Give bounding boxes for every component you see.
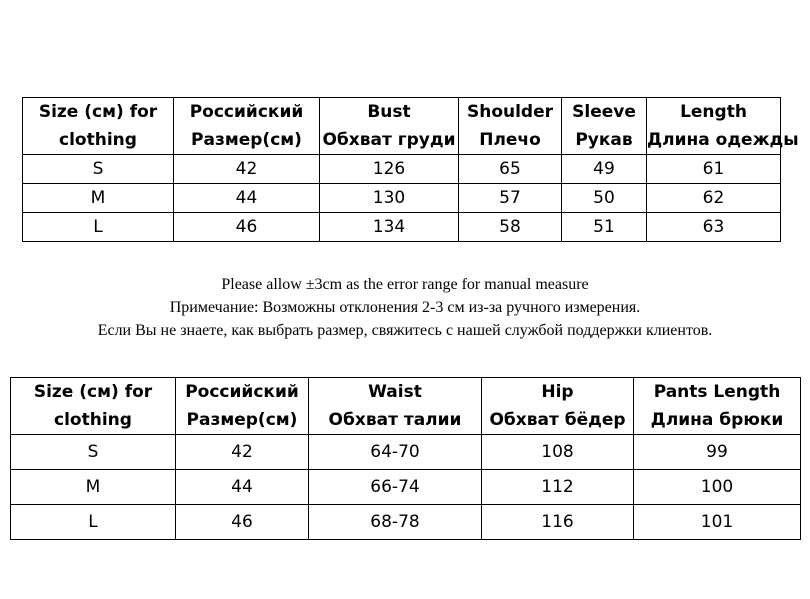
table-cell: 46 bbox=[174, 213, 320, 242]
table-cell: 134 bbox=[320, 213, 459, 242]
table-header-row bbox=[11, 378, 801, 435]
table-cell: 42 bbox=[174, 155, 320, 184]
measurement-notes bbox=[0, 273, 810, 342]
table-cell: 62 bbox=[647, 184, 781, 213]
table-cell: 100 bbox=[634, 470, 801, 505]
table-cell: M bbox=[11, 470, 176, 505]
header-size: Size (см) for clothing bbox=[11, 378, 176, 435]
header-russian-size: Российский Размер(см) bbox=[176, 378, 309, 435]
table-cell: 66-74 bbox=[309, 470, 482, 505]
table-row bbox=[23, 213, 781, 242]
header-hip: Hip Обхват бёдер bbox=[482, 378, 634, 435]
table-row bbox=[11, 505, 801, 540]
table-cell: 42 bbox=[176, 435, 309, 470]
header-pants-length: Pants Length Длина брюки bbox=[634, 378, 801, 435]
table-row bbox=[11, 435, 801, 470]
table-cell: 130 bbox=[320, 184, 459, 213]
top-size-table bbox=[22, 97, 799, 242]
table-cell: 112 bbox=[482, 470, 634, 505]
table-cell: 116 bbox=[482, 505, 634, 540]
table-cell: 57 bbox=[459, 184, 562, 213]
header-bust: Bust Обхват груди bbox=[320, 98, 459, 155]
bottom-size-table bbox=[10, 377, 801, 540]
table-cell: S bbox=[11, 435, 176, 470]
table-cell: 108 bbox=[482, 435, 634, 470]
table-header-row bbox=[23, 98, 781, 155]
table-cell: 101 bbox=[634, 505, 801, 540]
note-line-russian-support: Если Вы не знаете, как выбрать размер, свяжитесь с нашей службой поддержки клиентов. bbox=[97, 322, 713, 339]
table-cell: M bbox=[23, 184, 174, 213]
table-cell: 64-70 bbox=[309, 435, 482, 470]
table-cell: 49 bbox=[562, 155, 647, 184]
header-waist: Waist Обхват талии bbox=[309, 378, 482, 435]
header-sleeve: Sleeve Рукав bbox=[562, 98, 647, 155]
table-cell: L bbox=[11, 505, 176, 540]
header-size: Size (см) for clothing bbox=[23, 98, 174, 155]
table-cell: 58 bbox=[459, 213, 562, 242]
table-cell: 44 bbox=[176, 470, 309, 505]
table-cell: 46 bbox=[176, 505, 309, 540]
table-cell: 50 bbox=[562, 184, 647, 213]
header-russian-size: Российский Размер(см) bbox=[174, 98, 320, 155]
table-cell: 68-78 bbox=[309, 505, 482, 540]
table-cell: 44 bbox=[174, 184, 320, 213]
table-cell: S bbox=[23, 155, 174, 184]
table-cell: 61 bbox=[647, 155, 781, 184]
table-cell: 126 bbox=[320, 155, 459, 184]
table-cell: 65 bbox=[459, 155, 562, 184]
table-row bbox=[11, 470, 801, 505]
table-cell: 99 bbox=[634, 435, 801, 470]
table-row bbox=[23, 184, 781, 213]
table-row bbox=[23, 155, 781, 184]
note-line-english: Please allow ±3cm as the error range for manual measure bbox=[221, 276, 589, 293]
header-shoulder: Shoulder Плечо bbox=[459, 98, 562, 155]
header-length: Length Длина одежды bbox=[647, 98, 781, 155]
table-cell: 51 bbox=[562, 213, 647, 242]
note-line-russian-tolerance: Примечание: Возможны отклонения 2-3 см из-за ручного измерения. bbox=[169, 299, 641, 316]
table-cell: 63 bbox=[647, 213, 781, 242]
table-cell: L bbox=[23, 213, 174, 242]
